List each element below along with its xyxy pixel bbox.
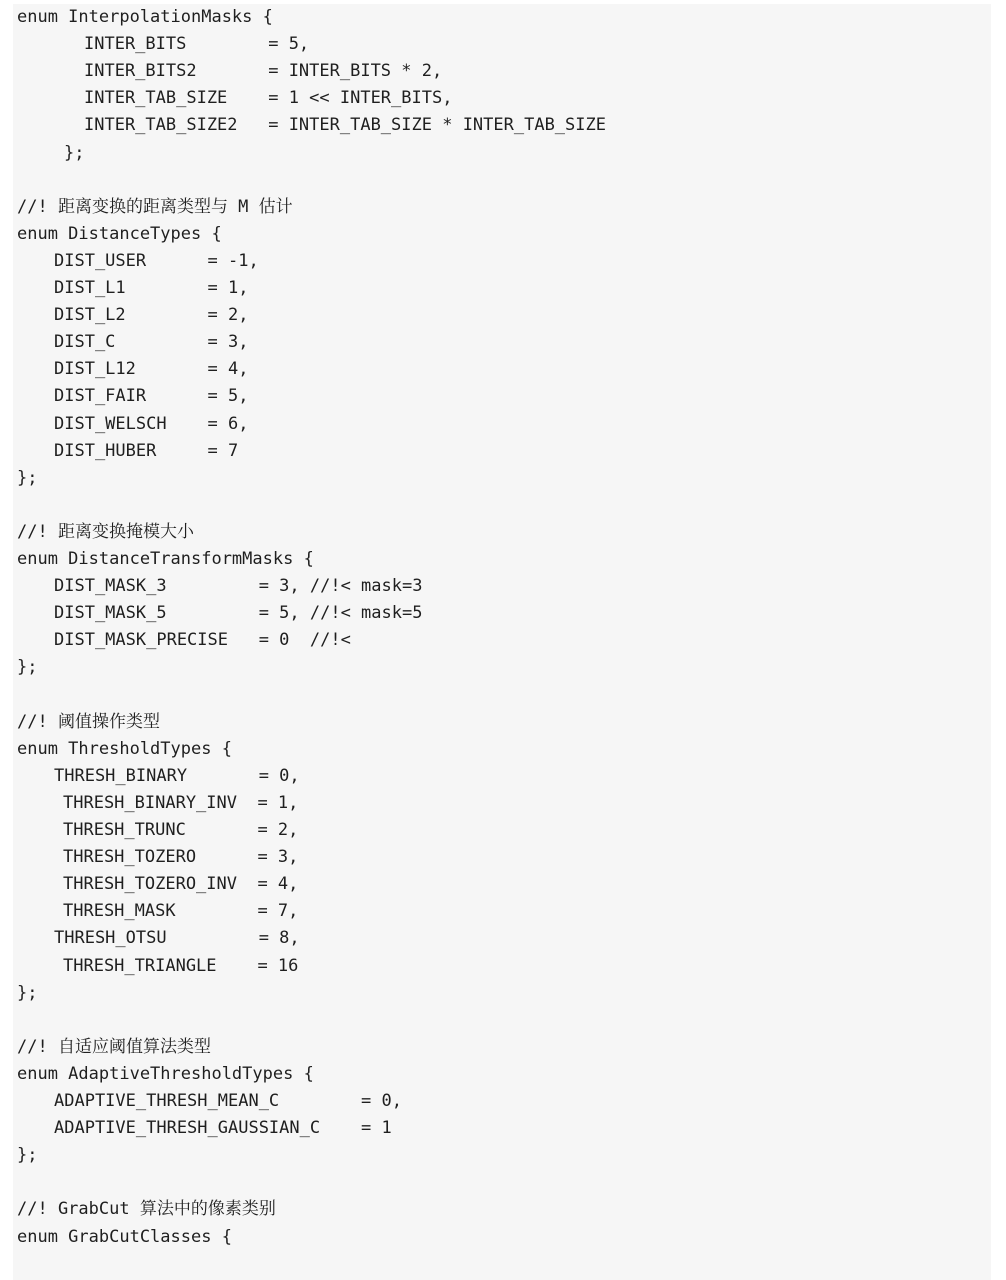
code-line: THRESH_BINARY = 0, [54,766,300,786]
code-line: DIST_WELSCH = 6, [54,414,249,434]
code-block [13,4,991,1280]
code-line: INTER_TAB_SIZE = 1 << INTER_BITS, [84,88,453,108]
code-line: DIST_C = 3, [54,332,249,352]
code-line: DIST_L1 = 1, [54,278,249,298]
code-line: DIST_HUBER = 7 [54,441,239,461]
code-line: THRESH_TOZERO_INV = 4, [63,874,299,894]
code-line: THRESH_MASK = 7, [63,901,299,921]
code-line: }; [17,1145,38,1165]
code-line: enum AdaptiveThresholdTypes { [17,1064,314,1084]
code-comment-line: //! 距离变换的距离类型与 M 估计 [17,197,293,217]
code-line: THRESH_TRIANGLE = 16 [63,956,299,976]
code-line: INTER_TAB_SIZE2 = INTER_TAB_SIZE * INTER_TAB_SIZE [84,115,606,135]
code-line: enum DistanceTransformMasks { [17,549,314,569]
code-line: enum GrabCutClasses { [17,1227,232,1247]
code-line: THRESH_BINARY_INV = 1, [63,793,299,813]
code-line: THRESH_TOZERO = 3, [63,847,299,867]
code-line: }; [17,468,38,488]
code-line: DIST_L12 = 4, [54,359,249,379]
code-line: THRESH_TRUNC = 2, [63,820,299,840]
code-line: enum InterpolationMasks { [17,7,273,27]
code-line: ADAPTIVE_THRESH_MEAN_C = 0, [54,1091,402,1111]
code-comment-line: //! 距离变换掩模大小 [17,522,194,542]
code-line: enum DistanceTypes { [17,224,222,244]
code-comment-line: //! GrabCut 算法中的像素类别 [17,1199,276,1219]
code-comment-line: //! 自适应阈值算法类型 [17,1037,211,1057]
code-line: DIST_MASK_PRECISE = 0 //!< [54,630,351,650]
code-line: DIST_L2 = 2, [54,305,249,325]
code-line: DIST_MASK_5 = 5, //!< mask=5 [54,603,423,623]
code-line: INTER_BITS2 = INTER_BITS * 2, [84,61,443,81]
code-line: DIST_FAIR = 5, [54,386,249,406]
code-line: DIST_MASK_3 = 3, //!< mask=3 [54,576,423,596]
code-line: }; [64,143,85,163]
code-line: ADAPTIVE_THRESH_GAUSSIAN_C = 1 [54,1118,392,1138]
code-line: enum ThresholdTypes { [17,739,232,759]
code-line: }; [17,657,38,677]
code-line: }; [17,983,38,1003]
code-line: DIST_USER = -1, [54,251,259,271]
code-line: INTER_BITS = 5, [84,34,310,54]
code-line: THRESH_OTSU = 8, [54,928,300,948]
code-comment-line: //! 阈值操作类型 [17,712,160,732]
